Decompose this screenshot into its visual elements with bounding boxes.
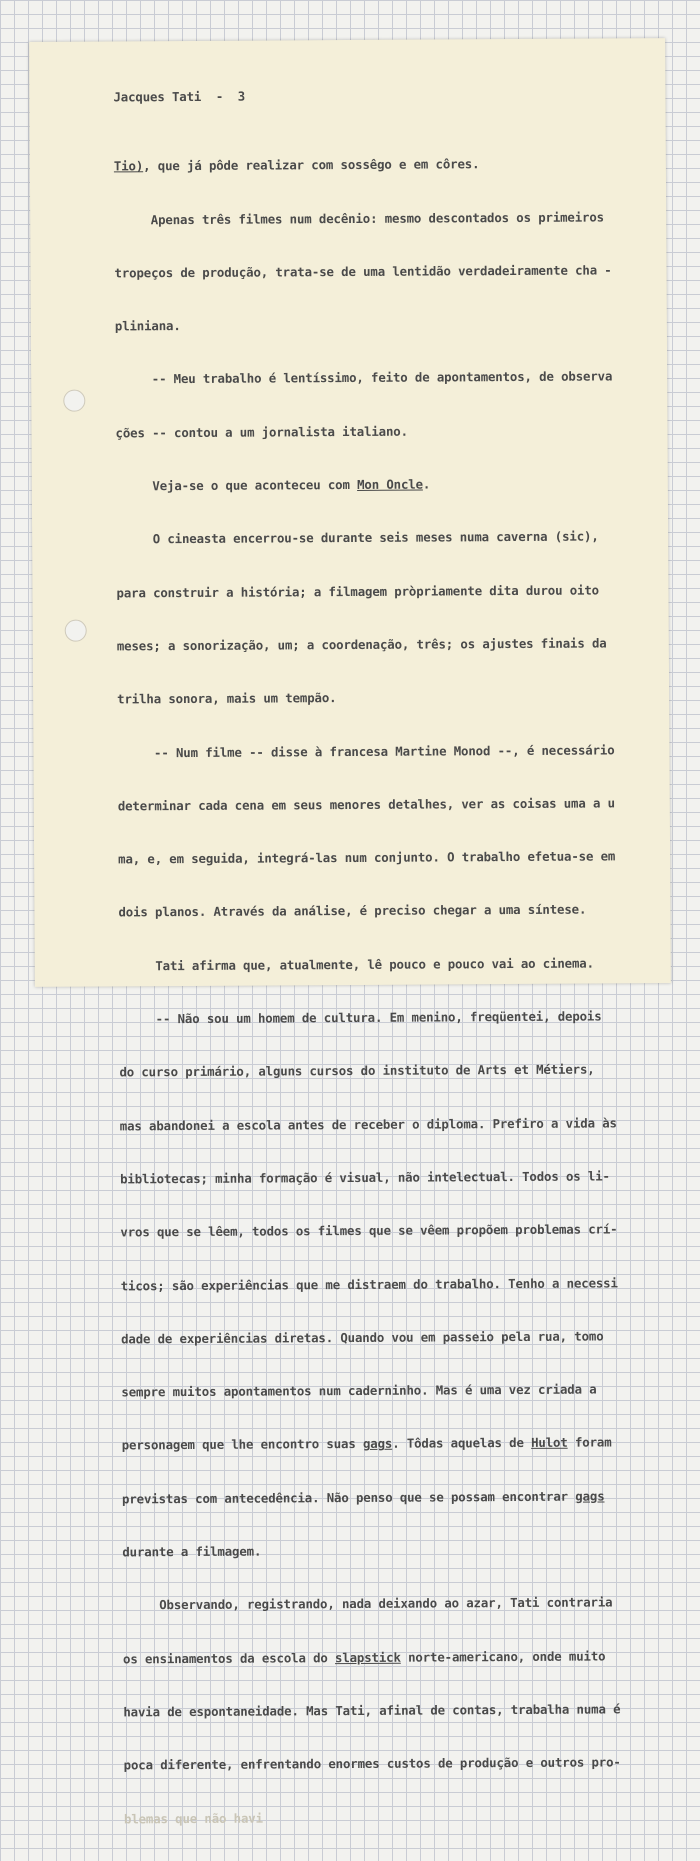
text-line: Observando, registrando, nada deixando ao azar, Tati contraria (122, 1594, 613, 1613)
text-line: durante a filmagem. (122, 1543, 262, 1560)
text-line: tropeços de produção, trata-se de uma lentidão verdadeiramente cha - (114, 262, 612, 281)
text-line: para construir a história; a filmagem pròpriamente dita durou oito (116, 582, 599, 601)
text-line: do curso primário, alguns cursos do instituto de Arts et Métiers, (119, 1061, 595, 1080)
text-line: -- Não sou um homem de cultura. Em menino, freqüentei, depois (119, 1008, 602, 1027)
punch-hole (65, 620, 87, 642)
text-line: poca diferente, enfrentando enormes custos de produção e outros pro- (123, 1754, 621, 1773)
text-line: -- Meu trabalho é lentíssimo, feito de apontamentos, de observa (115, 368, 613, 387)
punch-hole (63, 390, 85, 412)
text-line: previstas com antecedência. Não penso que se possam encontrar gags (121, 1488, 605, 1507)
text-line: Apenas três filmes num decênio: mesmo descontados os primeiros (114, 209, 605, 228)
text-line: ma, e, em seguida, integrá-las num conjunto. O trabalho efetua-se em (118, 848, 616, 867)
page-text (113, 52, 644, 1860)
text-line: O cineasta encerrou-se durante seis meses numa caverna (sic), (116, 528, 599, 547)
page-header: Jacques Tati - 3 (113, 88, 246, 105)
text-line: mas abandonei a escola antes de receber o diploma. Prefiro a vida às (119, 1115, 617, 1134)
text-line: dois planos. Através da análise, é preciso chegar a uma síntese. (118, 902, 587, 920)
text-line: bibliotecas; minha formação é visual, não intelectual. Todos os li- (120, 1168, 610, 1187)
text-line: sempre muitos apontamentos num caderninho. Mas é uma vez criada a (121, 1381, 597, 1400)
text-line: vros que se lêem, todos os filmes que se vêem propõem problemas crí- (120, 1221, 618, 1240)
text-line: Veja-se o que aconteceu com Mon Oncle. (115, 476, 431, 494)
faint-show-through-line: blemas que não havi (123, 1810, 263, 1826)
text-line: ticos; são experiências que me distraem do trabalho. Tenho a necessi (120, 1274, 618, 1293)
text-line: personagem que lhe encontro suas gags. Tôdas aquelas de Hulot foram (121, 1434, 612, 1453)
text-line: ções -- contou a um jornalista italiano. (115, 423, 408, 441)
text-line: Tati afirma que, atualmente, lê pouco e pouco vai ao cinema. (118, 955, 594, 974)
text-line: -- Num filme -- disse à francesa Martine Monod --, é necessário (117, 741, 615, 760)
text-line: dade de experiências diretas. Quando vou em passeio pela rua, tomo (120, 1328, 604, 1347)
text-line: trilha sonora, mais um tempão. (117, 690, 337, 707)
typewritten-page (29, 38, 671, 1826)
text-line: os ensinamentos da escola do slapstick norte-americano, onde muito (122, 1648, 606, 1667)
text-line: Tio), que já pôde realizar com sossêgo e em côres. (113, 156, 480, 174)
text-line: meses; a sonorização, um; a coordenação, três; os ajustes finais da (116, 635, 607, 654)
text-line: havia de espontaneidade. Mas Tati, afinal de contas, trabalha numa é (123, 1701, 621, 1720)
text-line: determinar cada cena em seus menores detalhes, ver as coisas uma a u (117, 795, 615, 814)
text-line: pliniana. (114, 318, 181, 334)
